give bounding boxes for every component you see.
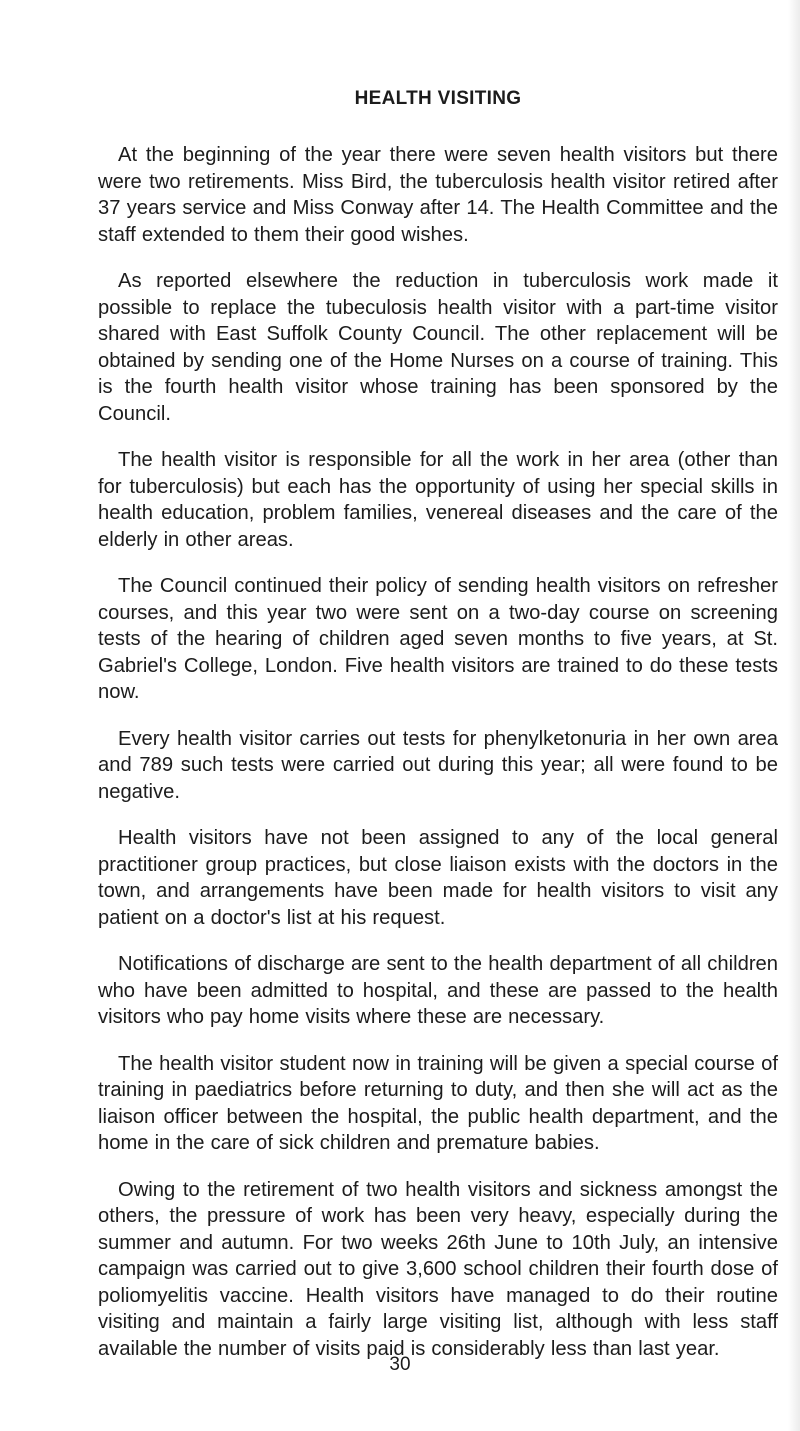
page-number: 30: [389, 1354, 411, 1375]
paragraph-2: As reported elsewhere the reduction in tuberculosis work made it possible to replace the tubeculosis health visitor with a part-time visitor shared with East Suffolk County Council. The other replacement will be obtained by sending one of the Home Nurses on a course of training. This is the fourth health visitor whose training has been sponsored by the Council.: [98, 270, 778, 425]
paragraph-4: The Council continued their policy of sending health visitors on refresher courses, and this year two were sent on a two-day course on screening tests of the hearing of children aged seven months to five years, at St. Gabriel's College, London. Five health visitors are trained to do these tests now.: [98, 575, 778, 703]
document-page: [98, 88, 778, 1382]
paragraph-7: Notifications of discharge are sent to the health department of all children who have been admitted to hospital, and these are passed to the health visitors who pay home visits where these are necessary.: [98, 953, 778, 1028]
paragraph-9: Owing to the retirement of two health visitors and sickness amongst the others, the pressure of work has been very heavy, especially during the summer and autumn. For two weeks 26th June to 10th July, an intensive campaign was carried out to give 3,600 school children their fourth dose of poliomyelitis vaccine. Health visitors have managed to do their routine visiting and maintain a fairly large visiting list, although with less staff available the number of visits paid is considerably less than last year.: [98, 1178, 778, 1360]
page-edge-shadow: [788, 0, 800, 1431]
paragraph-1: At the beginning of the year there were seven health visitors but there were two retirements. Miss Bird, the tuberculosis health visitor retired after 37 years service and Miss Conway after 14. The Health Committee and the staff extended to them their good wishes.: [98, 144, 778, 246]
paragraph-3: The health visitor is responsible for all the work in her area (other than for tuberculosis) but each has the opportunity of using her special skills in health education, problem families, venereal diseases and the care of the elderly in other areas.: [98, 449, 778, 551]
paragraph-8: The health visitor student now in training will be given a special course of training in paediatrics before returning to duty, and then she will act as the liaison officer between the hospital, the public health department, and the home in the care of sick children and premature babies.: [98, 1052, 778, 1154]
paragraph-6: Health visitors have not been assigned to any of the local general practitioner group practices, but close liaison exists with the doctors in the town, and arrangements have been made for health visitors to visit any patient on a doctor's list at his request.: [98, 827, 778, 929]
paragraph-5: Every health visitor carries out tests for phenylketonuria in her own area and 789 such tests were carried out during this year; all were found to be negative.: [98, 727, 778, 803]
page-title: HEALTH VISITING: [354, 88, 522, 109]
